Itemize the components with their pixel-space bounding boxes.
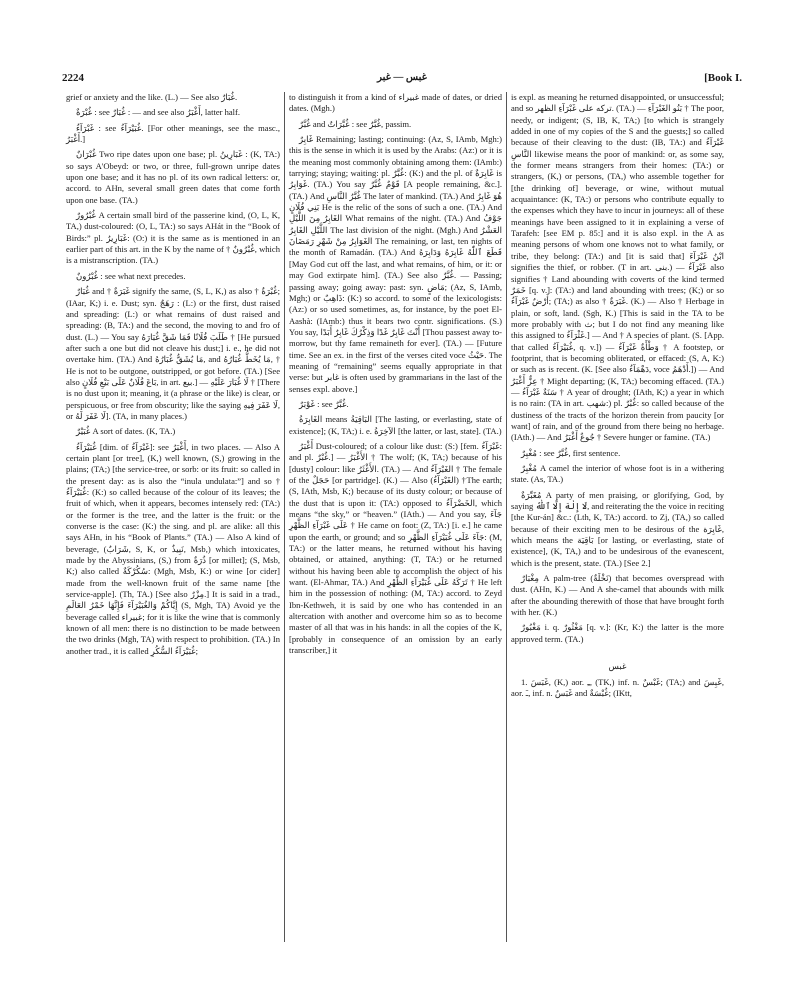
running-head bbox=[62, 72, 742, 90]
dictionary-entry: مِغْبَارٌ A palm-tree (نَخْلَةٌ) that becomes overspread with dust. (AHn, K.) — And A she-camel that abounds with milk after the abounding therewith of those that have brought forth with her. (K.) bbox=[511, 573, 724, 618]
dictionary-entry: مَغْبُورٌ i. q. مَغْثُورٌ [q. v.]: (Kr, K:) the latter is the more approved term. (TA.) bbox=[511, 622, 724, 644]
dictionary-entry: غُبَيْرٌ A sort of dates. (K, TA.) bbox=[76, 426, 176, 437]
dictionary-entry: غُبَيْرَآءُ [dim. of غَبْرَآءُ]: see أَغْبَرُ, in two places. — Also A certain plant [or tree], (K,) well known, (S,) growing in the plains; (TA;) [the service-tree, or sorb: or its fruit: so called in the present day: as is also the “inula undulata:”] and so † غُبَيْرَآءُ: (K:) so called because of the colour of its leaves; the fruit of which, when it appears, becomes intensely red: (TA:) or the former is the tree, and the latter is the fruit: or the converse is the case: (K:) the sing. and pl. are alike: all this says AHn, in his “Book of Plants.” (TA.) — Also A kind of beverage, (شَرَابٌ, S, K, or نَبِيذٌ, Msb,) which intoxicates, made by the Abyssinians, (S,) from ذُرَةٌ [or millet]; (S, Msb, K;) also called سُكُرْكَةٌ: (Mgh, Msb, K:) or wine [or cider] made from the well-known fruit of the same name [the service-apple]. (Th, TA.) [See also مِزْرٌ.] It is said in a trad., إِيَّاكُمْ وَالغُبَيْرَآءَ فَإِنَّهَا خَمْرُ العَالَمِ (S, Mgh, TA) Avoid ye the beverage called غبيراء; for it is like the wine that is commonly known of all men: there is no distinction to be made between the two drinks (Mgh, TA) with respect to prohibition. (TA.) In another trad., it is called غُبَيْرَآءُ السُّكُرِ; bbox=[66, 441, 280, 656]
page-number: 2224 bbox=[62, 72, 84, 84]
dictionary-entry: مُغْبِرٌ A camel the interior of whose foot is in a withering state. (As, TA.) bbox=[511, 463, 724, 485]
column-right bbox=[506, 92, 728, 942]
dictionary-entry: أَغْبَرُ Dust-coloured; of a colour like dust: (S:) [fem. غَبْرَآءُ: and pl. غُبْرٌ.] — الأَغْبَرُ † The wolf; (K, TA;) because of his [dusty] colour: like الأَغْثَرُ. (TA.) — And الغَبْرَآءُ † The female of the حَجَلٌ [or partridge]. (K.) — Also (الغَبْرَآءُ) †The earth; (S, IAth, Msb, K;) because of its dusty colour; or because of the dust that is upon it: (TA:) opposed to الخَضْرَآءُ, which means “the sky,” or “heaven.” (IAth.) — And you say, جَآءَ عَلَى غَبْرَآءِ الظَّهْرِ † He came on foot: (Z, TA:) [i. e.] he came upon the earth, or ground; and so جَآءَ عَلَى غُبَيْرَآءِ الظَّهْرِ: (M, TA:) or the latter means, he returned without his having obtained, or attained, anything: (T, TA:) or he returned without his having been able to accomplish the object of his want. (El-Ahmar, TA.) And تَرَكَهُ عَلَى غُبَيْرَآءِ الظَّهْرِ † He left him in the possession of nothing: (M, TA:) accord. to Zeyd Ibn-Kethweh, it is said by one who has contended in an altercation with another and overcome him so as to become master of all that was in his hands: in all the copies of the K, [probably in consequence of an omission by an early transcriber,] it bbox=[289, 440, 502, 656]
dictionary-entry: is expl. as meaning he returned disappointed, or unsuccessful; and so تركه على غَبْرَآءِ الظهر. (TA.) — بَنُو الغَبْرَآءِ † The poor, needy, or indigent; (S, IB, K, TA;) [to which is strangely added in one of my copies of the S and the guests;] so called because of their cleaving to the dust: (IB, TA:) and غَبْرَآءُ النَّاسِ likewise means the poor of mankind: or, as some say, the former means strangers from their homes: (TA:) or strangers, (K,) or persons, (TA,) who assemble together for [the drinking of] beverage, or wine, without mutual acquaintance: (K, TA:) or persons who contribute equally to the expenses which they have to incur in journeys: all of these meanings have been assigned to it in explaining a verse of Tarafeh: [see EM p. 85:] and it is also expl. in the A as meaning persons of whom one knows not to what family, or tribe, they belong: (TA:) and [it is said that] ابْنُ غَبْرَآءَ signifies the thief, or robber. (T in art. بنى.) — غَبْرَآءُ also signifies † Land abounding with coverts of the kind termed خَمَرٌ [q. v.]: (TA:) and land abounding with trees; (K;) or so أَرْضٌ غَبْرَآءُ; (TA;) as also † غَبَرَةٌ. (K.) — Also † Herbage in plain, or soft, land. (Sgh, K.) [This is said in the TA to be more probably with ث; but I do not find any meaning like this assigned to غَثْرَآءُ.] — And † A species of plant. (S. [App. that called غُبَيْرَآءُ, q. v.]) — وَطْأَةٌ غَبْرَآءُ † A footstep, or footprint, that is becoming obliterated, or effaced: (S, A, K:) or such as is recent. (K. [See also دَهْمَآءُ, voce أَدْهَمُ.]) — And عِزٌّ أَغْبَرُ † Might departing; (K, TA;) becoming effaced. (TA.) — سَنَةٌ غَبْرَآءُ † A year of drought; (IAth, K;) a year in which is no rain: (TA in art. شهب:) pl. غُبْرٌ: so called because of the dustiness of the tracts of the horizon therein from paucity [or want] of rain, and of the ground from there being no herbage. (IAth.) — And جُوعٌ أَغْبَرُ † Severe hunger or famine. (TA.) bbox=[511, 92, 725, 443]
text-columns bbox=[62, 92, 742, 942]
dictionary-entry: 1. غَبَسَ, (K,) aor. ـِ, (TK,) inf. n. غَبْسٌ; (TA;) and غَبِسَ, aor. ـَ, inf. n. غَبَسٌ and غُبْسَةٌ; (IKtt, bbox=[511, 676, 724, 698]
book-label: [Book I. bbox=[704, 72, 742, 84]
column-left bbox=[62, 92, 284, 942]
dictionary-entry: غَوْبَرٌ : see غُبَّرٌ. bbox=[299, 398, 349, 409]
dictionary-entry: غَابِرٌ Remaining; lasting; continuing: (Az, S, IAmb, Mgh:) this is the sense in which it is used by the Arabs: (Az:) or it is the meaning most commonly obtaining among them: (IAmb:) tarrying; staying; waiting: pl. غُبَّرٌ: (K:) and the pl. of غَابِرَةٌ is غَوَابِرُ. (TA.) You say قَوْمٌ غُبَّرٌ [A people remaining, &c.]. (TA.) And غُبَّرُ النَّاسِ The later of mankind. (TA.) And هُوَ غَابِرُ بَنِي فُلَانٍ He is the relic of the sons of such a one. (TA.) And الغَابِرُ مِنَ اللَّيْلِ What remains of the night. (TA.) And جَوْفُ اللَّيْلِ الغَابِرُ The last division of the night. (Mgh.) And العَشْرُ الغَوَابِرُ مِنْ شَهْرِ رَمَضَانَ The remaining, or last, ten nights of the month of Ramadán. (TA.) And قَطَعَ ٱللّٰهُ غَابِرَهُ وَدَابِرَهُ [May God cut off the last, and what remains, of him, or it: or may God extirpate him]. (TA.) See also غُبَّرٌ. — Passing; passing away; going away: past: syn. مَاضٍ; (Az, S, IAmb, Mgh;) or ذَاهِبٌ: (K:) so accord. to some of the lexicologists: (Az:) or so used sometimes, as, for instance, by the poet El-Aashà: (IAmb:) thus it bears two contr. significations. (S.) You say, أَنْتَ غَابِرٌ غَدًا وَذِكْرُكَ غَابِرٌ أَبَدًا [Thou passest away to-morrow, but thy fame remaineth for ever]. (TA.) — [Future time. See an ex. in the first of the verses cited voce حَيْثُ. The meaning of “remaining” seems equally appropriate in that verse: but غابر is often used by grammarians in the last of the senses expl. above.] bbox=[289, 134, 503, 394]
dictionary-entry: غَبْرَآءُ : see غُبَيْرَآءُ. [For other meanings, see the masc., أَغْبَرُ.] bbox=[66, 122, 280, 145]
dictionary-entry: غُبَّرٌ and غُبَّرَاتٌ : see غُبَّرٌ, passim. bbox=[299, 118, 412, 129]
dictionary-entry: مُغَبِّرَةٌ A party of men praising, or glorifying, God, by saying لَا إِلٰهَ إِلَّا ٱللّٰهُ, and reiterating the the voice in reciting [the Kur-án] &c.: (Lth, K, TA:) accord. to Zj, (TA,) so called because of their exciting men to be desirous of the غَابِرَة, which means the بَاقِيَة [or lasting, or everlasting, state of existence], (K, TA,) and to be undesirous of the evanescent, which is the present, state. (TA.) [See 2.] bbox=[511, 489, 725, 568]
dictionary-entry: غُبْرُونٌ : see what next precedes. bbox=[76, 270, 186, 281]
dictionary-entry: grief or anxiety and the like. (L.) — See also غُبَارٌ. bbox=[66, 92, 238, 102]
dictionary-entry: غُبْرَةٌ : see غُبَارٌ : — and see also أَغْبَرُ, latter half. bbox=[76, 107, 241, 118]
dictionary-entry: الغَابِرَةُ means البَاقِيَةُ [The lasting, or everlasting, state of existence]; (K, TA;) i. e. الآخِرَةُ [the latter, or last, state]. (TA.) bbox=[289, 414, 503, 436]
root-heading: غبس bbox=[608, 661, 627, 672]
dictionary-entry: غُبْرَانٌ Two ripe dates upon one base; pl. غَبَارِينُ : (K, TA:) so says A'Obeyd: or two, or three, full-grown unripe dates upon one base; and it has no pl. of its own radical letters: or, accord. to AHn, several small green dates that come forth upon one base. (TA.) bbox=[66, 149, 281, 205]
dictionary-entry: غُبْرُورٌ A certain small bird of the passerine kind, (O, L, K, TA,) dust-coloured: (O, L, TA:) so says AHát in the “Book of Birds:” pl. غَبَارِيرُ: (O:) it is the same as is mentioned in an earlier part of this art. in the K by the name of † غُبْرُونٌ, which is a mistranscription. (TA.) bbox=[66, 210, 280, 266]
running-title: غبس — غبر bbox=[377, 72, 427, 83]
dictionary-page bbox=[62, 72, 742, 698]
column-middle bbox=[284, 92, 506, 942]
dictionary-entry: to distinguish it from a kind of غبيراء made of dates, or dried dates. (Mgh.) bbox=[289, 92, 502, 114]
dictionary-entry: غُبَارٌ and † غَبَرَةٌ signify the same, (S, L, K,) as also † غُبْرَةٌ; (IAar, K;) i. e. Dust; syn. رَهَجٌ : (L:) or the first, dust raised and spreading: (L:) or what remains of dust raised and spreading: (B, TA:) and the second, the moving to and fro of dust. (L.) — You say طَلَبَ فُلَانًا فَمَا شَقَّ غُبَارَهُ † [He pursued after such a one but did not cleave his dust;] i. e., he did not overtake him. (TA.) And مَا يُشَقُّ غُبَارُهُ, and مَا يُخَطُّ غُبَارُهُ, † He is not to be outgone, outstripped, or got before. (TA.) [See also بَاعَ فُلَانٌ عَلَى بَيْعِ فُلَانٍ, in art. بيع.] — لَا غُبَارَ عَلَيْهِ † [There is no dust upon it; meaning, it (a phrase or the like) is clear, or perspicuous, or free from obscurity; like the saying لَا عَفَرَ فِيهِ, or لَا عَفَرَ لَهُ]. (TA, in many places.) bbox=[66, 286, 281, 421]
dictionary-entry: مُغْبِرٌ : see غُبَّرٌ, first sentence. bbox=[521, 447, 621, 458]
